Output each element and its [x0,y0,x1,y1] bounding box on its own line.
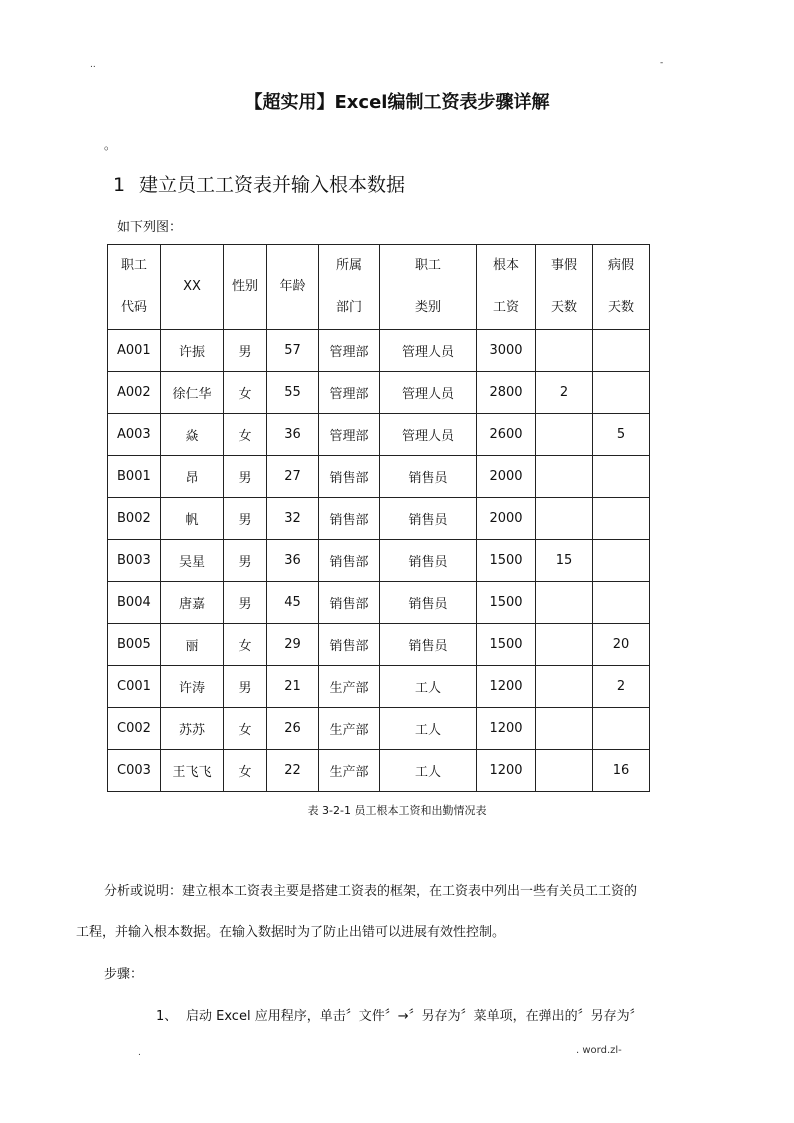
table-cell: 管理人员 [380,414,477,456]
table-cell: 帆 [161,498,224,540]
header-cell-text: 性别 [231,279,258,294]
table-cell: 工人 [380,750,477,792]
table-cell: A002 [108,372,161,414]
table-cell: 管理人员 [380,330,477,372]
table-cell: 生产部 [319,708,380,750]
analysis-paragraph-line1: 分析或说明：建立根本工资表主要是搭建工资表的框架，在工资表中列出一些有关员工工资的 [104,884,638,899]
table-cell: 55 [267,372,319,414]
table-cell: 男 [224,498,267,540]
table-cell: 工人 [380,708,477,750]
header-cell [267,245,319,330]
section-number: 1 [113,174,126,196]
table-cell [593,330,650,372]
table-cell: 销售部 [319,456,380,498]
table-cell: 45 [267,582,319,624]
section-heading-text: 建立员工工资表并输入根本数据 [139,174,406,196]
header-cell [319,245,380,330]
table-cell: C003 [108,750,161,792]
bullet-mark: 。 [104,138,117,152]
table-cell: 2000 [477,456,536,498]
table-cell: B003 [108,540,161,582]
step-1-number: 1、 [156,1009,178,1024]
header-cell [536,245,593,330]
table-cell: 唐嘉 [161,582,224,624]
header-cell [161,245,224,330]
table-row [108,750,650,792]
table-cell: 女 [224,750,267,792]
table-cell: 男 [224,582,267,624]
header-cell [593,245,650,330]
table-cell: 销售员 [380,624,477,666]
table-cell: 22 [267,750,319,792]
header-cell-text: 根本 [492,258,519,273]
table-row [108,330,650,372]
table-cell: 2 [536,372,593,414]
table-cell [536,750,593,792]
table-header-row [108,245,650,330]
header-cell-text: 天数 [607,300,634,315]
table-cell [536,708,593,750]
table-cell: 昂 [161,456,224,498]
table-cell: 2800 [477,372,536,414]
table-cell: 销售员 [380,540,477,582]
header-cell [380,245,477,330]
header-cell [224,245,267,330]
table-cell [536,624,593,666]
table-cell: 1200 [477,750,536,792]
header-cell-text: 事假 [550,258,577,273]
table-cell: 2000 [477,498,536,540]
table-row [108,624,650,666]
table-cell [593,708,650,750]
table-cell: 女 [224,414,267,456]
table-cell [593,540,650,582]
header-left-mark: .. [90,60,96,70]
table-cell: 王飞飞 [161,750,224,792]
table-cell: 焱 [161,414,224,456]
header-cell [108,245,161,330]
table-cell: 1200 [477,708,536,750]
header-cell [477,245,536,330]
table-cell: B005 [108,624,161,666]
table-row [108,414,650,456]
table-cell: 女 [224,624,267,666]
table-cell: 2 [593,666,650,708]
table-cell: 20 [593,624,650,666]
table-cell: 管理部 [319,372,380,414]
header-cell-text: 职工 [414,258,441,273]
table-cell: 销售部 [319,540,380,582]
table-cell: 销售部 [319,582,380,624]
table-cell [593,456,650,498]
table-cell: 女 [224,708,267,750]
table-cell: 男 [224,666,267,708]
table-cell: 丽 [161,624,224,666]
table-cell: 26 [267,708,319,750]
table-cell: B002 [108,498,161,540]
table-cell: 5 [593,414,650,456]
table-cell: 管理人员 [380,372,477,414]
table-cell: 吴星 [161,540,224,582]
table-row [108,540,650,582]
table-row [108,582,650,624]
table-cell: 15 [536,540,593,582]
header-cell-text: 年龄 [279,279,306,294]
table-cell: B004 [108,582,161,624]
table-row [108,372,650,414]
analysis-paragraph-line2: 工程，并输入根本数据。在输入数据时为了防止出错可以进展有效性控制。 [76,925,506,940]
table-cell: 36 [267,540,319,582]
table-cell: 57 [267,330,319,372]
table-cell: 36 [267,414,319,456]
table-cell: 1200 [477,666,536,708]
table-cell [593,372,650,414]
table-cell: A001 [108,330,161,372]
table-cell [536,666,593,708]
table-cell: 销售员 [380,456,477,498]
table-row [108,498,650,540]
footer-left-mark: . [138,1048,141,1058]
table-row [108,708,650,750]
table-cell: 男 [224,456,267,498]
table-cell [593,498,650,540]
footer-right-mark: . word.zl- [576,1045,622,1056]
table-cell: 销售部 [319,498,380,540]
header-cell-text: 所属 [335,258,362,273]
table-cell: 徐仁华 [161,372,224,414]
header-right-mark: - [660,58,664,68]
table-cell: C002 [108,708,161,750]
intro-text: 如下列图： [117,220,183,235]
table-cell: 男 [224,540,267,582]
header-cell-text: 病假 [607,258,634,273]
table-cell [536,330,593,372]
table-cell: 许振 [161,330,224,372]
table-cell: B001 [108,456,161,498]
table-cell [536,414,593,456]
table-row [108,456,650,498]
table-cell [593,582,650,624]
table-cell: 管理部 [319,414,380,456]
table-cell: 21 [267,666,319,708]
table-cell: 许涛 [161,666,224,708]
header-cell-text: 代码 [120,300,147,315]
header-cell-text: 类别 [414,300,441,315]
step-1 [156,1005,643,1024]
table-cell: 16 [593,750,650,792]
header-cell-text: 工资 [492,300,519,315]
table-caption: 表 3-2-1 员工根本工资和出勤情况表 [307,804,487,817]
table-cell: 32 [267,498,319,540]
table-cell: 1500 [477,624,536,666]
table-cell: C001 [108,666,161,708]
table-row [108,666,650,708]
table-cell: 女 [224,372,267,414]
table-cell: 29 [267,624,319,666]
salary-table [107,244,650,792]
table-cell: 销售部 [319,624,380,666]
header-cell-text: XX [183,279,201,294]
table-cell: A003 [108,414,161,456]
header-cell-text: 职工 [120,258,147,273]
table-cell: 工人 [380,666,477,708]
table-cell: 3000 [477,330,536,372]
steps-label: 步骤： [104,967,144,982]
section-heading [113,170,405,197]
header-cell-text: 天数 [550,300,577,315]
table-cell: 销售员 [380,582,477,624]
table-cell: 2600 [477,414,536,456]
table-cell [536,498,593,540]
table-cell [536,456,593,498]
document-title: 【超实用】Excel编制工资表步骤详解 [244,92,550,113]
table-cell: 生产部 [319,666,380,708]
table-cell: 27 [267,456,319,498]
table-cell: 苏苏 [161,708,224,750]
table-cell: 销售员 [380,498,477,540]
table-cell: 1500 [477,582,536,624]
header-cell-text: 部门 [335,300,362,315]
table-cell: 1500 [477,540,536,582]
table-cell: 生产部 [319,750,380,792]
table-cell [536,582,593,624]
table-cell: 男 [224,330,267,372]
table-cell: 管理部 [319,330,380,372]
step-1-text: 启动 Excel 应用程序，单击〞文件〞→〞另存为〞菜单项，在弹出的〞另存为〞 [186,1009,643,1024]
